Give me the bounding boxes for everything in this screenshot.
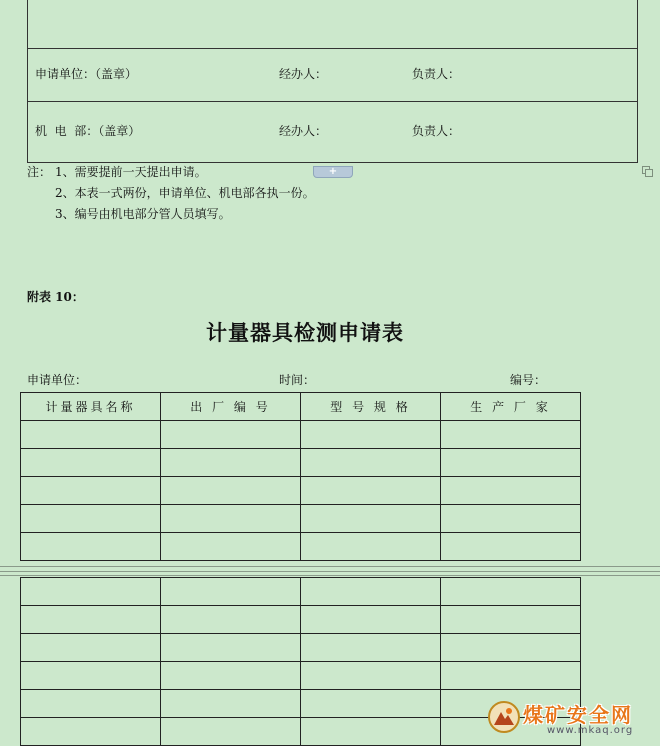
mine-logo-icon xyxy=(488,701,520,733)
table-cell[interactable] xyxy=(441,477,581,505)
table-cell[interactable] xyxy=(301,477,441,505)
table-cell[interactable] xyxy=(301,505,441,533)
approval-form-table xyxy=(27,0,638,163)
handler-label: 经办人： xyxy=(279,124,328,138)
table-cell[interactable] xyxy=(441,505,581,533)
table-row xyxy=(21,449,581,477)
table-cell[interactable] xyxy=(301,578,441,606)
page-break xyxy=(0,565,660,577)
table-row xyxy=(21,634,581,662)
watermark-text: 煤矿安全网 xyxy=(523,703,633,727)
note-item: 3、编号由机电部分管人员填写。 xyxy=(55,207,231,221)
notes-prefix: 注： xyxy=(27,165,52,179)
table-cell[interactable] xyxy=(441,578,581,606)
table-cell[interactable] xyxy=(161,634,301,662)
column-header-manufacturer: 生 产 厂 家 xyxy=(441,393,581,421)
table-cell[interactable] xyxy=(21,477,161,505)
table-cell[interactable] xyxy=(441,634,581,662)
table-cell[interactable] xyxy=(161,505,301,533)
table-resize-icon[interactable] xyxy=(642,166,652,176)
table-cell[interactable] xyxy=(161,533,301,561)
table-cell[interactable] xyxy=(161,606,301,634)
table-row xyxy=(21,505,581,533)
table-cell[interactable] xyxy=(301,690,441,718)
table-cell[interactable] xyxy=(21,634,161,662)
table-cell[interactable] xyxy=(301,634,441,662)
table-cell[interactable] xyxy=(21,690,161,718)
table-cell[interactable] xyxy=(21,533,161,561)
applicant-unit-label: 申请单位：（盖章） xyxy=(35,67,138,81)
table-cell[interactable] xyxy=(21,662,161,690)
mech-dept-label: 机 电 部：（盖章） xyxy=(35,124,141,138)
table-header-row xyxy=(21,393,581,421)
table-cell[interactable] xyxy=(161,477,301,505)
applicant-unit-field-label: 申请单位： xyxy=(27,373,88,387)
table-row xyxy=(21,421,581,449)
table-cell[interactable] xyxy=(161,421,301,449)
table-cell[interactable] xyxy=(161,449,301,477)
table-cell[interactable] xyxy=(301,533,441,561)
column-header-serial-number: 出 厂 编 号 xyxy=(161,393,301,421)
table-row xyxy=(21,606,581,634)
column-header-model-spec: 型 号 规 格 xyxy=(301,393,441,421)
table-row xyxy=(21,477,581,505)
table-row xyxy=(21,533,581,561)
table-cell[interactable] xyxy=(301,718,441,746)
table-cell[interactable] xyxy=(441,606,581,634)
instrument-request-table xyxy=(20,392,581,561)
table-cell[interactable] xyxy=(441,533,581,561)
table-cell[interactable] xyxy=(21,449,161,477)
attachment-label: 附表 10： xyxy=(27,290,84,304)
plus-icon: + xyxy=(328,166,338,177)
table-row-divider xyxy=(28,48,637,49)
watermark-url: www.mkaq.org xyxy=(547,725,634,736)
note-item: 1、需要提前一天提出申请。 xyxy=(55,165,207,179)
table-cell[interactable] xyxy=(301,421,441,449)
note-item: 2、本表一式两份，申请单位、机电部各执一份。 xyxy=(55,186,315,200)
column-header-instrument-name: 计量器具名称 xyxy=(21,393,161,421)
table-cell[interactable] xyxy=(21,505,161,533)
table-cell[interactable] xyxy=(161,690,301,718)
table-cell[interactable] xyxy=(161,578,301,606)
table-cell[interactable] xyxy=(21,606,161,634)
page-title: 计量器具检测申请表 xyxy=(206,320,404,345)
table-row xyxy=(21,662,581,690)
number-field-label: 编号： xyxy=(510,373,547,387)
table-cell[interactable] xyxy=(441,662,581,690)
time-field-label: 时间： xyxy=(279,373,316,387)
site-watermark xyxy=(485,698,653,738)
table-cell[interactable] xyxy=(21,578,161,606)
table-cell[interactable] xyxy=(441,421,581,449)
table-cell[interactable] xyxy=(161,662,301,690)
handler-label: 经办人： xyxy=(279,67,328,81)
table-cell[interactable] xyxy=(301,449,441,477)
table-row-divider xyxy=(28,101,637,102)
table-cell[interactable] xyxy=(301,662,441,690)
owner-label: 负责人： xyxy=(412,67,461,81)
table-row xyxy=(21,578,581,606)
table-cell[interactable] xyxy=(441,449,581,477)
table-cell[interactable] xyxy=(21,718,161,746)
owner-label: 负责人： xyxy=(412,124,461,138)
table-cell[interactable] xyxy=(21,421,161,449)
add-row-button[interactable] xyxy=(313,166,353,178)
table-cell[interactable] xyxy=(301,606,441,634)
table-cell[interactable] xyxy=(161,718,301,746)
